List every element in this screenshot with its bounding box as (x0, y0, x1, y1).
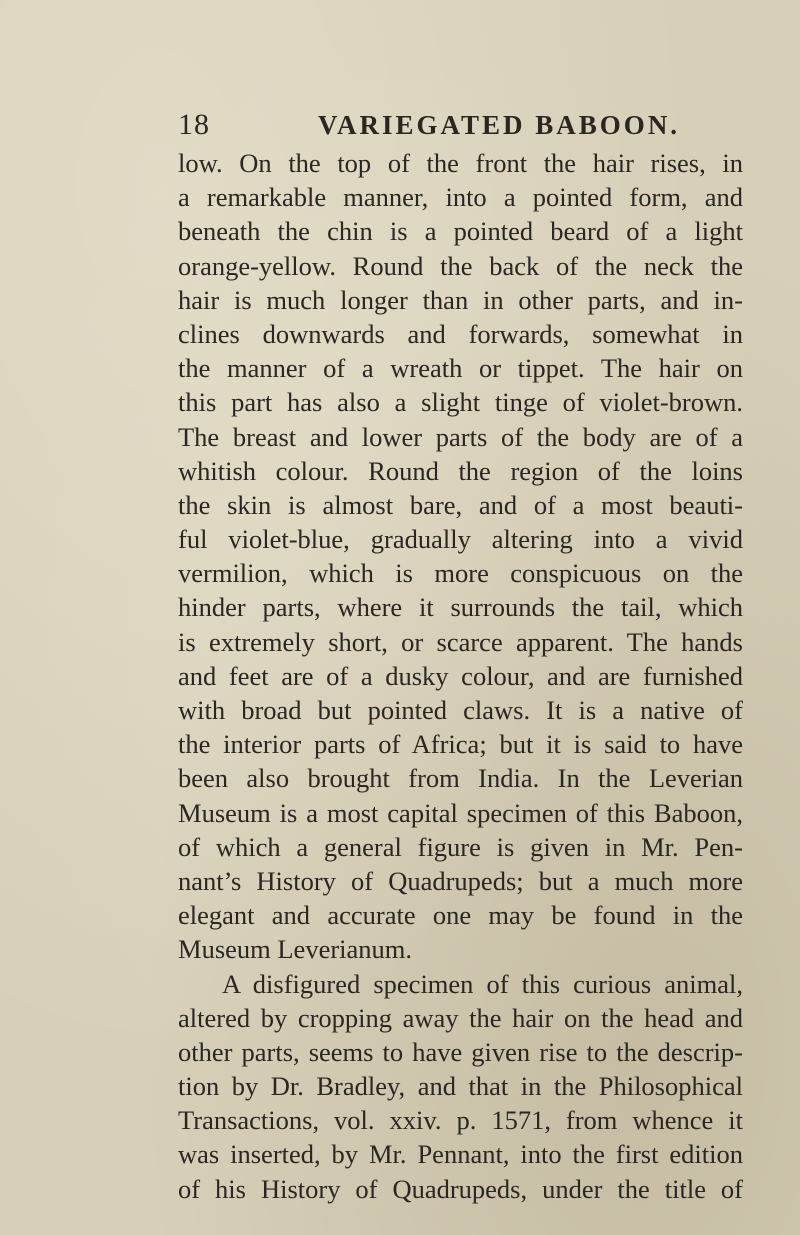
text-line: the manner of a wreath or tippet. The hair on (178, 353, 743, 384)
text-line: ful violet-blue, gradually altering into a vivid (178, 524, 743, 555)
text-line: Museum is a most capital specimen of this Baboon, (178, 797, 743, 828)
text-line: orange-yellow. Round the back of the neck the (178, 250, 743, 281)
page-number: 18 (178, 108, 210, 141)
text-line: clines downwards and forwards, somewhat in (178, 318, 743, 349)
text-line: hair is much longer than in other parts, and in- (178, 284, 743, 315)
text-line: Transactions, vol. xxiv. p. 1571, from whence it (178, 1105, 743, 1136)
text-line: this part has also a slight tinge of violet-brown. (178, 387, 743, 418)
page-header (178, 108, 738, 148)
text-line: of his History of Quadrupeds, under the title of (178, 1173, 743, 1204)
text-line: been also brought from India. In the Leverian (178, 763, 743, 794)
text-line: whitish colour. Round the region of the loins (178, 455, 743, 486)
text-line: altered by cropping away the hair on the head and (178, 1002, 743, 1033)
text-line: a remarkable manner, into a pointed form, and (178, 182, 743, 213)
text-line: tion by Dr. Bradley, and that in the Philosophical (178, 1071, 743, 1102)
paragraph-start-line: A disfigured specimen of this curious animal, (222, 968, 743, 999)
text-line: beneath the chin is a pointed beard of a light (178, 216, 743, 247)
body-text (178, 146, 743, 1206)
text-line: hinder parts, where it surrounds the tail, which (178, 592, 743, 623)
text-line: nant’s History of Quadrupeds; but a much more (178, 865, 743, 896)
text-line: was inserted, by Mr. Pennant, into the first edition (178, 1139, 743, 1170)
text-line: low. On the top of the front the hair rises, in (178, 148, 743, 178)
text-line: vermilion, which is more conspicuous on the (178, 558, 743, 589)
text-line: is extremely short, or scarce apparent. The hands (178, 626, 743, 657)
text-line: elegant and accurate one may be found in the (178, 900, 743, 931)
text-line: of which a general figure is given in Mr. Pen- (178, 831, 743, 862)
running-head: VARIEGATED BABOON. (318, 110, 681, 140)
text-line: the skin is almost bare, and of a most beauti- (178, 489, 743, 520)
paragraph-end-line: Museum Leverianum. (178, 934, 413, 965)
text-line: the interior parts of Africa; but it is said to have (178, 729, 743, 760)
text-line: The breast and lower parts of the body are of a (178, 421, 743, 452)
text-line: and feet are of a dusky colour, and are furnished (178, 660, 743, 691)
text-line: with broad but pointed claws. It is a native of (178, 695, 743, 725)
text-line: other parts, seems to have given rise to the descrip- (178, 1036, 743, 1067)
